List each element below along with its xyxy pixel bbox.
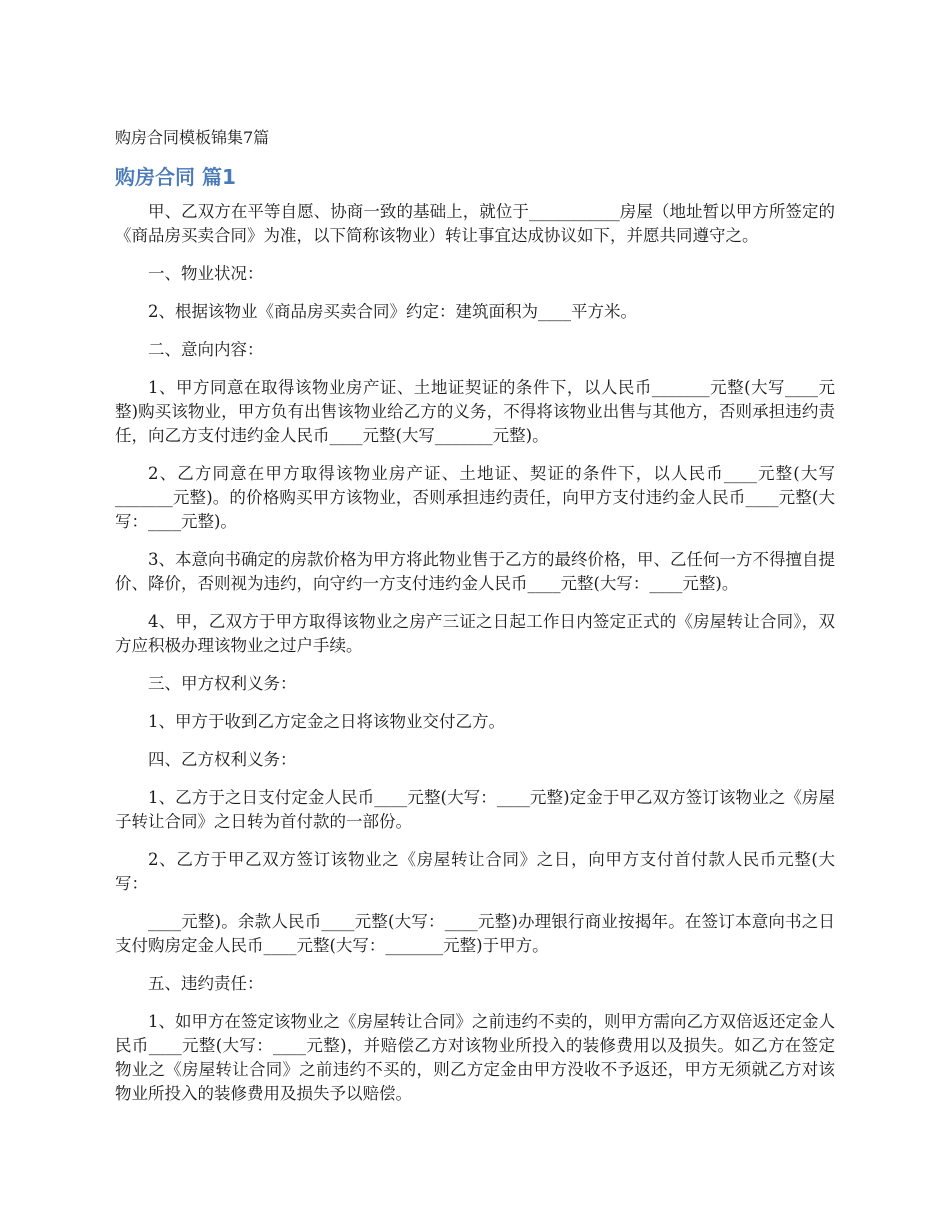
document-page	[115, 126, 835, 1120]
paragraph-area: 2、根据该物业《商品房买卖合同》约定：建筑面积为____平方米。	[148, 302, 637, 321]
paragraph-party-b-2: 2、乙方于甲乙双方签订该物业之《房屋转让合同》之日，向甲方支付首付款人民币元整(大写：	[115, 850, 835, 893]
paragraph-intent-2: 2、乙方同意在甲方取得该物业房产证、土地证、契证的条件下，以人民币____元整(大写_______元整)。的价格购买甲方该物业，否则承担违约责任，向甲方支付违约金人民币____元整(大写：____元整)。	[115, 464, 835, 531]
document-title: 购房合同模板锦集7篇	[115, 128, 270, 147]
paragraph-intent-4: 4、甲，乙双方于甲方取得该物业之房产三证之日起工作日内签定正式的《房屋转让合同》，双方应积极办理该物业之过户手续。	[115, 612, 835, 655]
paragraph-heading-property-status: 一、物业状况：	[148, 264, 264, 283]
section-heading: 购房合同 篇1	[115, 165, 236, 189]
paragraph-party-a-1: 1、甲方于收到乙方定金之日将该物业交付乙方。	[148, 712, 505, 731]
paragraph-breach-1: 1、如甲方在签定该物业之《房屋转让合同》之前违约不卖的，则甲方需向乙方双倍返还定金人民币____元整(大写：____元整)，并赔偿乙方对该物业所投入的装修费用以及损失。如乙方在签定物业之《房屋转让合同》之前违约不买的，则乙方定金由甲方没收不予返还，甲方无须就乙方对该物业所投入的装修费用及损失予以赔偿。	[115, 1012, 835, 1103]
paragraph-heading-party-b: 四、乙方权利义务：	[148, 750, 297, 769]
paragraph-heading-breach: 五、违约责任：	[148, 974, 264, 993]
paragraph-intro: 甲、乙双方在平等自愿、协商一致的基础上，就位于___________房屋（地址暂以甲方所签定的《商品房买卖合同》为准，以下简称该物业）转让事宜达成协议如下，并愿共同遵守之。	[115, 202, 835, 245]
paragraph-intent-3: 3、本意向书确定的房款价格为甲方将此物业售于乙方的最终价格，甲、乙任何一方不得擅自提价、降价，否则视为违约，向守约一方支付违约金人民币____元整(大写：____元整)。	[115, 550, 835, 593]
paragraph-heading-party-a: 三、甲方权利义务：	[148, 674, 297, 693]
paragraph-party-b-1: 1、乙方于之日支付定金人民币____元整(大写：____元整)定金于甲乙双方签订该物业之《房屋子转让合同》之日转为首付款的一部份。	[115, 788, 835, 831]
paragraph-heading-intent: 二、意向内容：	[148, 340, 264, 359]
paragraph-party-b-2-cont: ____元整)。余款人民币____元整(大写：____元整)办理银行商业按揭年。在签订本意向书之日支付购房定金人民币____元整(大写：_______元整)于甲方。	[115, 912, 835, 955]
paragraph-intent-1: 1、甲方同意在取得该物业房产证、土地证契证的条件下，以人民币_______元整(大写____元整)购买该物业，甲方负有出售该物业给乙方的义务，不得将该物业出售与其他方，否则承担违约责任，向乙方支付违约金人民币____元整(大写_______元整)。	[115, 378, 835, 445]
